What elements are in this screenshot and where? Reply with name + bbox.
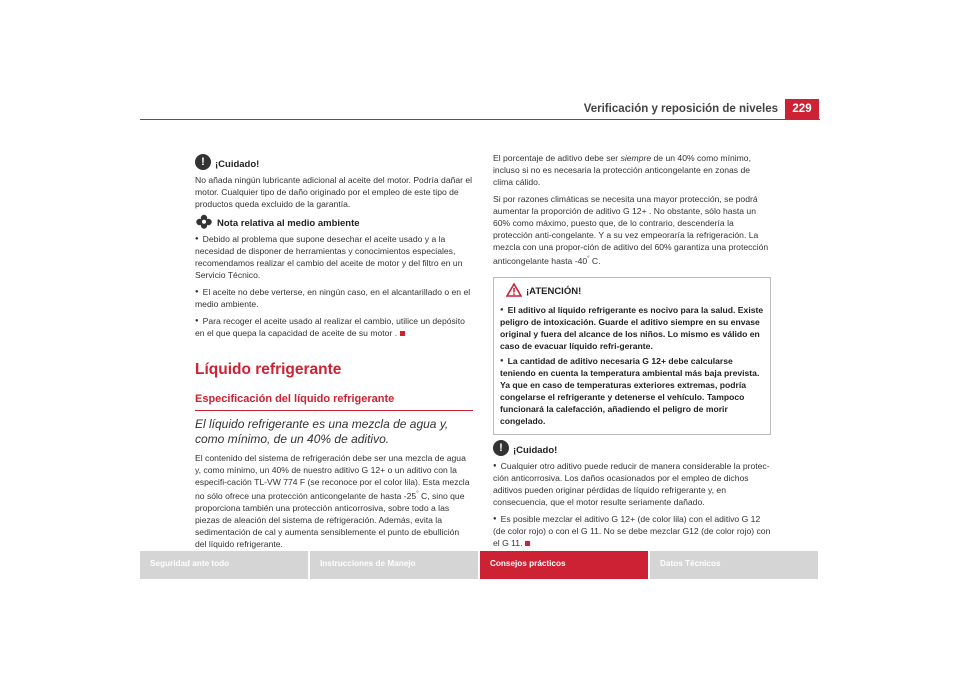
body-text-b: C, sino que proporciona también una protección anticorrosiva, sobre todo a las piezas de aleación del sistema de refrigeración. Además, evita la sedimentación de cal y aumenta sensiblemente el punto de ebullición del líquido refrigerante. bbox=[195, 490, 465, 549]
p2-b: C. bbox=[589, 255, 601, 266]
medio-heading bbox=[195, 218, 473, 230]
cuidado-text: No añada ningún lubricante adicional al aceite del motor. Podría dañar el motor. Cualquier tipo de daño originado por el empleo de este tipo de productos queda excluido de la garantía. bbox=[195, 175, 473, 209]
medio-bullet-text: ● Para recoger el aceite usado al realizar el cambio, utilice un depósito en el que quepa la capacidad de aceite de su motor . bbox=[195, 316, 465, 338]
cuidado-title: ¡Cuidado! bbox=[215, 159, 260, 170]
right-column bbox=[493, 152, 771, 554]
cuidado-heading-right bbox=[493, 441, 771, 457]
body-text-a: El contenido del sistema de refrigeración debe ser una mezcla de agua y, como mínimo, un 40% de nuestro aditivo G 12+ o un aditivo con la especifi-cación TL-VW 774 F (se reconoce por el color lila). Esta mezcla no sólo ofrece una protección anticongelante de hasta -25 bbox=[195, 453, 470, 501]
exclamation-icon: ! bbox=[493, 440, 509, 456]
lead-text: El líquido refrigerante es una mezcla de agua y, como mínimo, de un 40% de aditivo. bbox=[195, 417, 449, 446]
cuidado-title-right: ¡Cuidado! bbox=[513, 444, 558, 456]
page-number: 229 bbox=[785, 99, 819, 119]
subsection-title: Especificación del líquido refrigerante bbox=[195, 393, 473, 411]
degree-sign: ° bbox=[587, 256, 590, 262]
cuidado-heading bbox=[195, 156, 473, 171]
footer-tab-consejos[interactable]: Consejos prácticos bbox=[480, 551, 648, 579]
environment-flower-icon bbox=[195, 214, 213, 230]
end-mark bbox=[400, 331, 405, 336]
degree-sign: ° bbox=[416, 491, 419, 497]
medio-bullet: ● Debido al problema que supone desechar el aceite usado y a la necesidad de disponer de herramientas y conocimientos especiales, recomendamos realizar el cambio del aceite de motor y del filtro en un Servicio Técnico. bbox=[195, 233, 473, 281]
p1-emphasis: siempre bbox=[620, 153, 652, 163]
p2-a: Si por razones climáticas se necesita una mayor protección, se podrá aumentar la proporción de aditivo G 12+ . No obstante, sólo hasta un 60% como máximo, puesto que, de lo contrario, descendería la protección anti-congelante. Y a su vez empeoraría la refrigeración. La mezcla con una propor-ción de aditivo del 60% garantiza una protección anticongelante hasta -40 bbox=[493, 194, 769, 266]
medio-bullet-last bbox=[195, 315, 473, 339]
atencion-title: ¡ATENCIÓN! bbox=[526, 285, 582, 297]
footer-tab-instrucciones[interactable]: Instrucciones de Manejo bbox=[310, 551, 478, 579]
medio-title: Nota relativa al medio ambiente bbox=[217, 218, 360, 229]
cuidado-bullet-text: ● Es posible mezclar el aditivo G 12+ (de color lila) con el aditivo G 12 (de color rojo) o con el G 11. No se debe mezclar G12 (de color rojo) con el G 11. bbox=[493, 514, 770, 548]
p1-a: El porcentaje de aditivo debe ser bbox=[493, 153, 621, 163]
atencion-heading bbox=[500, 286, 764, 298]
body-text bbox=[195, 452, 473, 550]
cuidado-bullet: ● Cualquier otro aditivo puede reducir de manera considerable la protec-ción anticorrosiva. Los daños ocasionados por el empleo de dichos aditivos pueden originar pérdidas de líquido refrigerante y, en consecuencia, que el motor resulte seriamente dañado. bbox=[493, 460, 771, 508]
climate-paragraph bbox=[493, 193, 771, 267]
header-title: Verificación y reposición de niveles bbox=[583, 103, 778, 115]
percentage-paragraph bbox=[493, 152, 771, 188]
atencion-bullet: ● La cantidad de aditivo necesaria G 12+ debe calcularse teniendo en cuenta la temperatura ambiental más baja prevista. Ya que en caso de temperaturas exteriores extremas, podría congelarse el refrigerante y detenerse el vehículo. Tampoco funcionará la calefacción, añadiendo el peligro de morir congelado. bbox=[500, 355, 764, 427]
cuidado-bullet-last bbox=[493, 513, 771, 549]
header-rule bbox=[140, 119, 820, 120]
atencion-bullet: ● El aditivo al líquido refrigerante es nocivo para la salud. Existe peligro de intoxicación. Guarde el aditivo siempre en su envase original y fuera del alcance de los niños. Lo mismo es válido en caso de evacuar líquido refri-gerante. bbox=[500, 304, 764, 352]
footer-tab-seguridad[interactable]: Seguridad ante todo bbox=[140, 551, 308, 579]
medio-bullet: ● El aceite no debe verterse, en ningún caso, en el alcantarillado o en el medio ambiente. bbox=[195, 286, 473, 310]
left-column bbox=[195, 155, 473, 555]
p1-b: de un 40% como mínimo, incluso si no es necesaria la protección anticongelante en zonas de clima cálido. bbox=[493, 153, 751, 187]
end-mark bbox=[525, 541, 530, 546]
exclamation-icon: ! bbox=[195, 154, 211, 170]
atencion-box bbox=[493, 277, 771, 435]
footer-tab-datos[interactable]: Datos Técnicos bbox=[650, 551, 818, 579]
section-title: Líquido refrigerante bbox=[195, 361, 342, 378]
warning-triangle-icon bbox=[506, 283, 522, 297]
